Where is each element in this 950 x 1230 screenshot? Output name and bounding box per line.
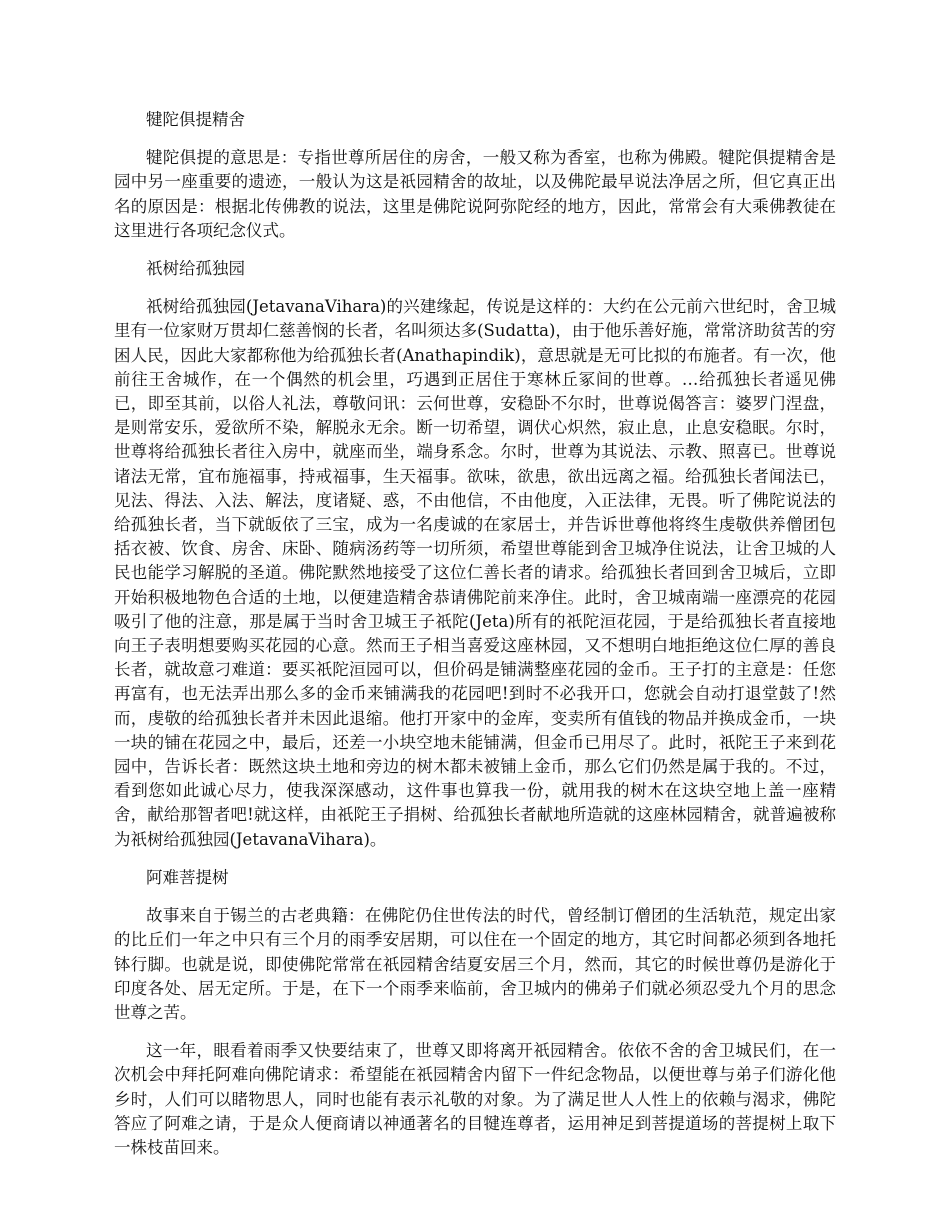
spacer bbox=[114, 890, 836, 904]
spacer bbox=[114, 1025, 836, 1039]
spacer bbox=[114, 281, 836, 295]
section-heading-jetavana: 祇树给孤独园 bbox=[146, 259, 245, 279]
spacer bbox=[114, 132, 836, 146]
section-heading-gandhakuti: 犍陀俱提精舍 bbox=[146, 110, 245, 129]
paragraph-jetavana: 祇树给孤独园(JetavanaVihara)的兴建缘起，传说是这样的：大约在公元前六世纪时，舍卫城里有一位家财万贯却仁慈善悯的长者，名叫须达多(Sudatta)，由于他乐善好施，常常济助贫苦的穷困人民，因此大家都称他为给孤独长者(Anathapindik)，意思就是无可比拟的布施者。有一次，他前往王舍城作，在一个偶然的机会里，巧遇到正居住于寒林丘冢间的世尊。…给孤独长者遥见佛已，即至其前，以俗人礼法，尊敬问讯：云何世尊，安稳卧不尔时，世尊说偈答言：婆罗门涅盘，是则常安乐，爱欲所不染，解脱永无余。断一切希望，调伏心炽然，寂止息，止息安稳眠。尔时，世尊将给孤独长者往入房中，就座而坐，端身系念。尔时，世尊为其说法、示教、照喜已。世尊说诸法无常，宜布施福事，持戒福事，生天福事。欲味，欲患，欲出远离之福。给孤独长者闻法已，见法、得法、入法、解法，度诸疑、惑，不由他信，不由他度，入正法律，无畏。听了佛陀说法的给孤独长者，当下就皈依了三宝，成为一名虔诚的在家居士，并告诉世尊他将终生虔敬供养僧团包括衣被、饮食、房舍、床卧、随病汤药等一切所须，希望世尊能到舍卫城净住说法，让舍卫城的人民也能学习解脱的圣道。佛陀默然地接受了这位仁善长者的请求。给孤独长者回到舍卫城后，立即开始积极地物色合适的土地，以便建造精舍恭请佛陀前来净住。此时，舍卫城南端一座漂亮的花园吸引了他的注意，那是属于当时舍卫城王子祇陀(Jeta)所有的祇陀洹花园，于是给孤独长者直接地向王子表明想要购买花园的心意。然而王子相当喜爱这座林园，又不想明白地拒绝这位仁厚的善良长者，就故意刁难道：要买祇陀洹园可以，但价码是铺满整座花园的金币。王子打的主意是：任您再富有，也无法弄出那么多的金币来铺满我的花园吧!到时不必我开口，您就会自动打退堂鼓了!然而，虔敬的给孤独长者并未因此退缩。他打开家中的金库，变卖所有值钱的物品并换成金币，一块一块的铺在花园之中，最后，还差一小块空地未能铺满，但金币已用尽了。此时，祇陀王子来到花园中，告诉长者：既然这块土地和旁边的树木都未被铺上金币，那么它们仍然是属于我的。不过，看到您如此诚心尽力，使我深深感动，这件事也算我一份，就用我的树木在这块空地上盖一座精舍，献给那智者吧!就这样，由祇陀王子捐树、给孤独长者献地所造就的这座林园精舍，就普遍被称为祇树给孤独园(JetavanaVihara)。 bbox=[114, 297, 836, 849]
section-heading-ananda-bodhi-tree: 阿难菩提树 bbox=[146, 867, 229, 887]
spacer bbox=[114, 852, 836, 866]
spacer bbox=[114, 243, 836, 257]
paragraph-gandhakuti: 犍陀俱提的意思是：专指世尊所居住的房舍，一般又称为香室，也称为佛殿。犍陀俱提精舍是园中另一座重要的遗迹，一般认为这是祇园精舍的故址，以及佛陀最早说法净居之所，但它真正出名的原因是：根据北传佛教的说法，这里是佛陀说阿弥陀经的地方，因此，常常会有大乘佛教徒在这里进行各项纪念仪式。 bbox=[114, 148, 836, 240]
paragraph-ananda-2: 这一年，眼看着雨季又快要结束了，世尊又即将离开祇园精舍。依依不舍的舍卫城民们，在一次机会中拜托阿难向佛陀请求：希望能在祇园精舍内留下一件纪念物品，以便世尊与弟子们游化他乡时，人们可以睹物思人，同时也能有表示礼敬的对象。为了满足世人人性上的依赖与渴求，佛陀答应了阿难之请，于是众人便商请以神通著名的目犍连尊者，运用神足到菩提道场的菩提树上取下一株枝苗回来。 bbox=[114, 1041, 836, 1157]
document-page bbox=[114, 108, 836, 1160]
paragraph-ananda-1: 故事来自于锡兰的古老典籍：在佛陀仍住世传法的时代，曾经制订僧团的生活轨范，规定出家的比丘们一年之中只有三个月的雨季安居期，可以住在一个固定的地方，其它时间都必须到各地托钵行脚。也就是说，即使佛陀常常在祇园精舍结夏安居三个月，然而，其它的时候世尊仍是游化于印度各处、居无定所。于是，在下一个雨季来临前，舍卫城内的佛弟子们就必须忍受九个月的思念世尊之苦。 bbox=[114, 906, 836, 1022]
